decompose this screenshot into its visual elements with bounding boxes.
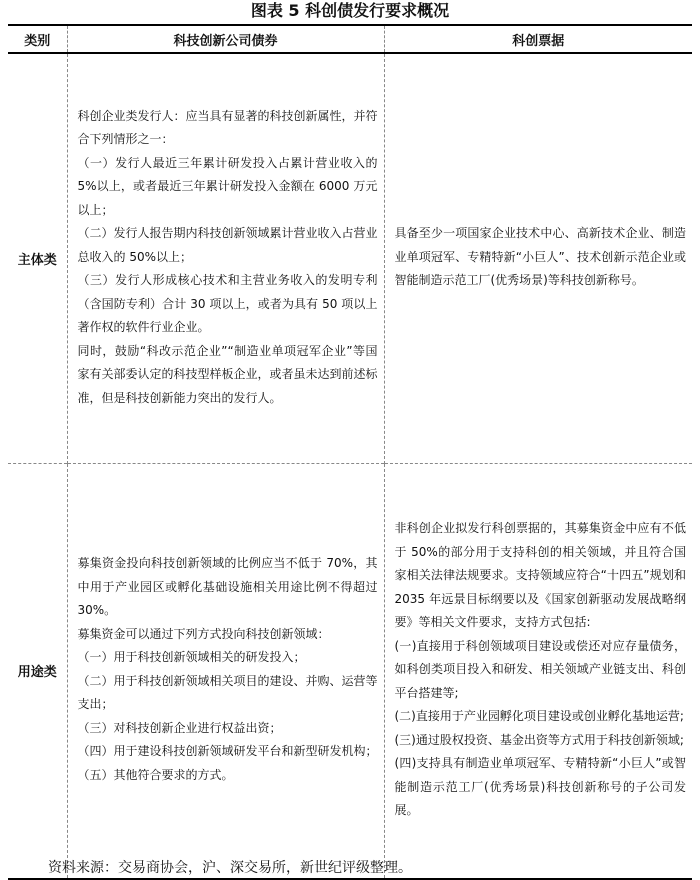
bond-paragraph: （五）其他符合要求的方式。 (77, 767, 234, 782)
bond-paragraph: （二）发行人报告期内科技创新领域累计营业收入占营业总收入的 50%以上； (77, 226, 378, 264)
header-category: 类别 (8, 25, 67, 53)
bond-paragraph: （三）发行人形成核心技术和主营业务收入的发明专利（含国防专利）合计 30 项以上，或者为具有 50 项以上著作权的软件行业企业。 (77, 273, 378, 334)
table-header-row (8, 25, 692, 53)
bond-paragraph: （四）用于建设科技创新领域研发平台和新型研发机构； (77, 744, 378, 759)
requirements-table (8, 24, 692, 880)
bond-paragraph: 科创企业类发行人：应当具有显著的科技创新属性，并符合下列情形之一： (77, 108, 378, 146)
source-note: 资料来源：交易商协会，沪、深交易所，新世纪评级整理。 (48, 860, 412, 876)
bond-paragraph: 募集资金可以通过下列方式投向科技创新领域： (77, 626, 330, 641)
row-category: 用途类 (8, 463, 67, 879)
row-category: 主体类 (8, 53, 67, 463)
note-paragraph: (三)通过股权投资、基金出资等方式用于科技创新领域; (394, 732, 684, 747)
note-requirements-cell (384, 463, 692, 879)
table-row (8, 463, 692, 879)
note-paragraph: (一)直接用于科创领域项目建设或偿还对应存量债务，如科创类项目投入和研发、相关领域产业链支出、科创平台搭建等; (394, 638, 686, 700)
bond-requirements-cell (67, 463, 384, 879)
bond-requirements-cell (67, 53, 384, 463)
header-note: 科创票据 (384, 25, 692, 53)
note-requirements-cell (384, 53, 692, 463)
figure-title: 图表 5 科创债发行要求概况 (250, 1, 450, 20)
table-row (8, 53, 692, 463)
header-bond: 科技创新公司债券 (67, 25, 384, 53)
note-paragraph: (二)直接用于产业园孵化项目建设或创业孵化基地运营; (394, 709, 684, 723)
bond-paragraph: （一）用于科技创新领域相关的研发投入； (77, 650, 306, 665)
bond-paragraph: （三）对科技创新企业进行权益出资； (77, 720, 282, 735)
note-paragraph: (四)支持具有制造业单项冠军、专精特新“小巨人”或智能制造示范工厂(优秀场景)科技创新称号的子公司发展。 (394, 756, 686, 817)
bond-paragraph: 同时，鼓励“科改示范企业”“制造业单项冠军企业”等国家有关部委认定的科技型样板企业，或者虽未达到前述标准，但是科技创新能力突出的发行人。 (77, 343, 378, 405)
note-paragraph: 具备至少一项国家企业技术中心、高新技术企业、制造业单项冠军、专精特新“小巨人”、技术创新示范企业或智能制造示范工厂(优秀场景)等科技创新称号。 (394, 226, 686, 287)
bond-paragraph: （二）用于科技创新领域相关项目的建设、并购、运营等支出； (77, 673, 378, 712)
note-paragraph: 非科创企业拟发行科创票据的，其募集资金中应有不低于 50%的部分用于支持科创的相关领域，并且符合国家相关法律法规要求。支持领域应符合“十四五”规划和 2035 年远景目标纲要以及《国家创新驱动发展战略纲要》等相关文件要求，支持方式包括: (394, 521, 686, 629)
bond-paragraph: 募集资金投向科技创新领域的比例应当不低于 70%，其中用于产业园区或孵化基础设施相关用途比例不得超过 30%。 (77, 556, 378, 618)
bond-paragraph: （一）发行人最近三年累计研发投入占累计营业收入的 5%以上，或者最近三年累计研发投入金额在 6000 万元以上； (77, 155, 378, 217)
